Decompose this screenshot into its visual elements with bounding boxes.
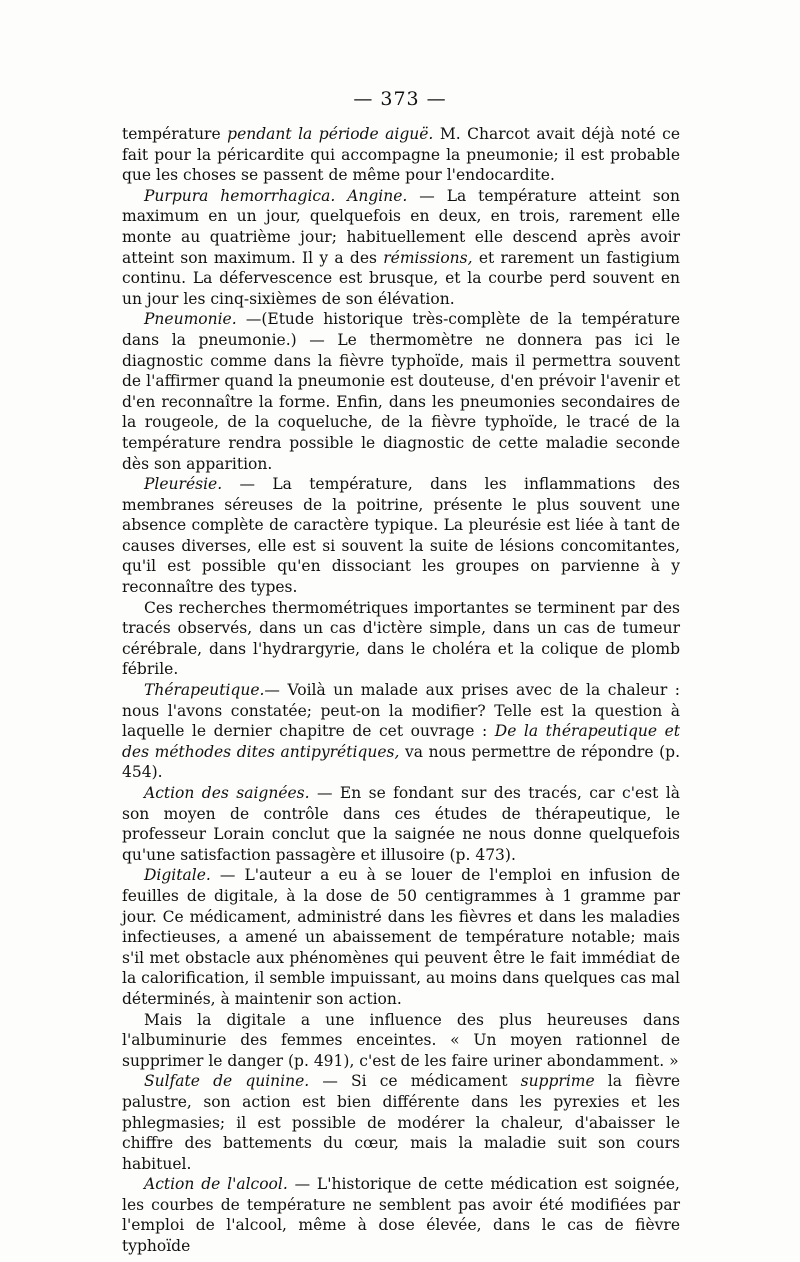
paragraph-heading: Pneumonie. — [144, 310, 237, 329]
paragraph-heading: Thérapeutique. — [144, 681, 265, 700]
text-segment: Ces recherches thermométriques importantes se terminent par des tracés observés, dans un cas d'ictère simple, dans un cas de tumeur cérébrale, dans l'hydrargyrie, dans le choléra et la colique de plomb fébrile. — [122, 598, 680, 679]
paragraph — [122, 865, 680, 1009]
text-segment: va nous permettre de répondre (p. 454). — [122, 742, 680, 782]
text-segment: et rarement un fastigium continu. La défervescence est brusque, et la courbe perd souvent en un jour les cinq-sixièmes de son élévation. — [122, 248, 680, 308]
paragraph — [122, 124, 680, 186]
text-segment: — Voilà un malade aux prises avec de la chaleur : nous l'avons constatée; peut-on la modifier? Telle est la question à laquelle le dernier chapitre de cet ouvrage : — [122, 681, 680, 741]
paragraph — [122, 186, 680, 310]
text-segment: Mais la digitale a une influence des plus heureuses dans l'albuminurie des femmes enceintes. « Un moyen rationnel de supprimer le danger (p. 491), c'est de les faire uriner abondamment. » — [122, 1010, 680, 1070]
text-segment: M. Charcot avait déjà noté ce fait pour la péricardite qui accompagne la pneumonie; il est probable que les choses se passent de même pour l'endocardite. — [122, 125, 680, 185]
text-segment: — L'historique de cette médication est soignée, les courbes de température ne semblent pas avoir été modifiées par l'emploi de l'alcool, même à dose élevée, dans le cas de fièvre typhoïde — [122, 1175, 680, 1256]
text-segment: — La température, dans les inflammations des membranes séreuses de la poitrine, présente le plus souvent une absence complète de caractère typique. La pleurésie est liée à tant de causes diverses, elle est si souvent la suite de lésions concomitantes, qu'il est possible qu'en dissociant les groupes on parvienne à y reconnaître des types. — [122, 475, 680, 597]
paragraph — [122, 783, 680, 865]
paragraph — [122, 474, 680, 598]
paragraph — [122, 598, 680, 680]
text-segment: —(Etude historique très-complète de la température dans la pneumonie.) — Le thermomètre ne donnera pas ici le diagnostic comme dans la fièvre typhoïde, mais il permettra souvent de l'affirmer quand la pneumonie est douteuse, d'en prévoir l'avenir et d'en reconnaître la forme. Enfin, dans les pneumonies secondaires de la rougeole, de la coqueluche, de la fièvre typhoïde, le tracé de la température rendra possible le diagnostic de cette maladie seconde dès son apparition. — [122, 310, 680, 473]
paragraph-heading: Action de l'alcool. — [144, 1175, 288, 1194]
paragraph — [122, 1010, 680, 1072]
text-segment: température — [122, 125, 228, 143]
paragraph-heading: Action des saignées. — [144, 784, 310, 802]
text-segment: — En se fondant sur des tracés, car c'est là son moyen de contrôle dans ces études de thérapeutique, le professeur Lorain conclut que la saignée ne nous donne quelquefois qu'une satisfaction passagère et illusoire (p. 473). — [122, 784, 680, 864]
text-segment: supprime — [520, 1072, 595, 1091]
body-text — [122, 124, 680, 1257]
paragraph — [122, 680, 680, 783]
text-segment: De la thérapeutique et des méthodes dites antipyrétiques, — [122, 722, 681, 761]
text-segment: la fièvre palustre, son action est bien différente dans les pyrexies et les phlegmasies; il est possible de modérer la chaleur, d'abaisser le chiffre des battements du cœur, mais la maladie suit son cours habituel. — [122, 1072, 680, 1173]
paragraph-heading: Digitale. — [144, 866, 211, 885]
paragraph-heading: Pleurésie. — [144, 475, 223, 494]
text-segment: — L'auteur a eu à se louer de l'emploi en infusion de feuilles de digitale, à la dose de 50 centigrammes à 1 gramme par jour. Ce médicament, administré dans les fièvres et dans les maladies infectieuses, a amené un abaissement de température notable; mais s'il met obstacle aux phénomènes qui peuvent être le fait immédiat de la calorification, il semble impuissant, au moins dans quelques cas mal déterminés, à maintenir son action. — [122, 866, 680, 1008]
paragraph — [122, 309, 680, 474]
paragraph — [122, 1071, 680, 1174]
paragraph — [122, 1174, 680, 1256]
text-segment: rémissions, — [383, 248, 473, 267]
text-segment: — Si ce médicament — [309, 1072, 521, 1091]
text-segment: — La température atteint son maximum en un jour, quelquefois en deux, en trois, rarement elle monte au quatrième jour; habituellement elle descend après avoir atteint son maximum. Il y a des — [122, 186, 680, 267]
paragraph-heading: Purpura hemorrhagica. Angine. — [144, 186, 408, 205]
paragraph-heading: Sulfate de quinine. — [144, 1072, 310, 1091]
text-segment: pendant la période aiguë. — [227, 125, 434, 143]
page-number: — 373 — — [353, 88, 447, 110]
